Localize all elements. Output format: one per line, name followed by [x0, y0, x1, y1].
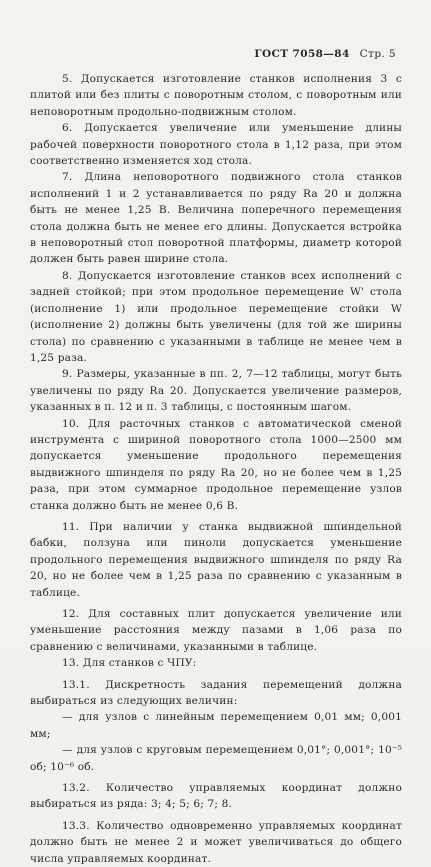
list-item-circular: — для узлов с круговым перемещением 0,01°; 0,001°; 10⁻⁵ об; 10⁻⁶ об.	[30, 744, 402, 773]
paragraph-8: 8. Допускается изготовление станков всех исполнений с задней стойкой; при этом продольное перемещение W' стола (исполнение 1) или продольное перемещение стойки W (исполнение 2) должны быть увеличены (для той же ширины стола) по сравнению с указанными в таблице не менее чем в 1,25 раза.	[30, 269, 402, 364]
paragraph-13-3: 13.3. Количество одновременно управляемых координат должно быть не менее 2 и может увеличиваться до общего числа управляемых координат.	[30, 819, 402, 865]
paragraph-13-2: 13.2. Количество управляемых координат должно выбираться из ряда: 3; 4; 5; 6; 7; 8.	[30, 782, 402, 811]
paragraph-9: 9. Размеры, указанные в пп. 2, 7—12 таблицы, могут быть увеличены по ряду Ra 20. Допускается увеличение размеров, указанных в п. 12 и п. 3 таблицы, с постоянным шагом.	[30, 368, 402, 414]
list-item-linear: — для узлов с линейным перемещением 0,01 мм; 0,001 мм;	[30, 711, 402, 740]
standard-number: ГОСТ 7058—84	[254, 48, 350, 60]
paragraph-12: 12. Для составных плит допускается увеличение или уменьшение расстояния между пазами в 1,06 раза по сравнению с величинами, указанными в таблице.	[30, 608, 402, 653]
page-number: Стр. 5	[359, 48, 396, 60]
paragraph-7: 7. Длина неповоротного подвижного стола станков исполнений 1 и 2 устанавливается по ряду Ra 20 и должна быть не менее 1,25 B. Величина поперечного перемещения стола должна быть не менее его длины. Допускается встройка в неповоротный стол поворотной платформы, диаметр которой должен быть равен ширине стола.	[30, 171, 402, 266]
page-header	[254, 48, 396, 60]
paragraph-6: 6. Допускается увеличение или уменьшение длины рабочей поверхности поворотного стола в 1,12 раза, при этом соответственно изменяется ход стола.	[30, 122, 402, 168]
paragraph-11: 11. При наличии у станка выдвижной шпиндельной бабки, ползуна или пиноли допускается уменьшение продольного перемещения выдвижного шпинделя по ряду Ra 20, но не более чем в 1,25 раза по сравнению с указанным в таблице.	[30, 520, 402, 599]
document-body	[30, 71, 402, 867]
paragraph-10: 10. Для расточных станков с автоматической сменой инструмента с шириной поворотного стола 1000—2500 мм допускается уменьшение продольного перемещения выдвижного шпинделя по ряду Ra 20, но не более чем в 1,25 раза, при этом суммарное продольное перемещение узлов станка должно быть не менее 0,6 B.	[30, 417, 402, 512]
paragraph-13: 13. Для станков с ЧПУ:	[62, 657, 197, 670]
paragraph-13-1: 13.1. Дискретность задания перемещений должна выбираться из следующих величин:	[30, 678, 402, 708]
paragraph-5: 5. Допускается изготовление станков исполнения 3 с плитой или без плиты с поворотным столом, с поворотным или неповоротным продольно-подвижным столом.	[30, 73, 402, 118]
